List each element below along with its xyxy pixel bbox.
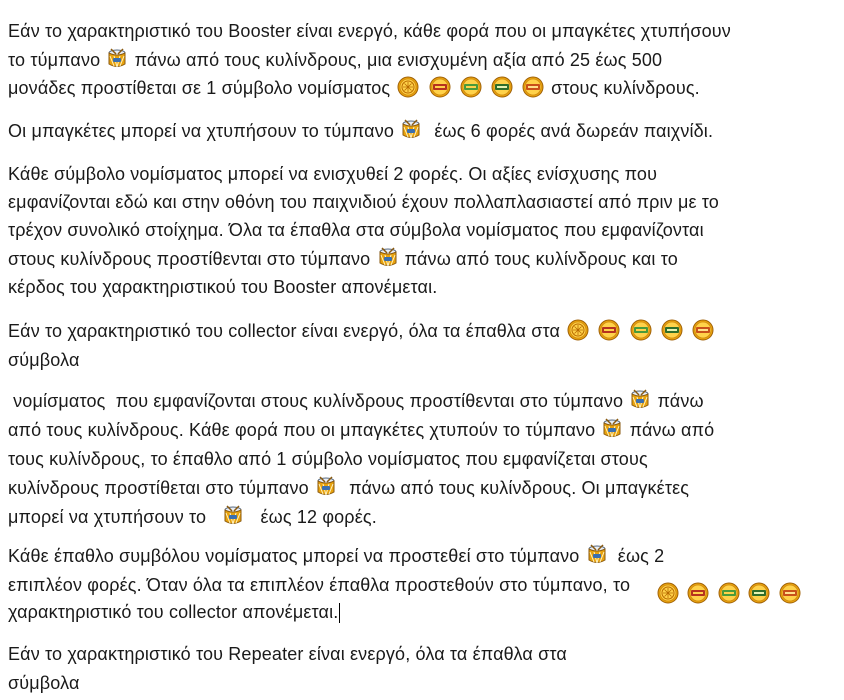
drum-icon [223, 505, 243, 527]
coin-row-floating [655, 584, 803, 606]
p5-line4-text-b: πάνω από τους κυλίνδρους. Οι μπαγκέτες [349, 478, 690, 498]
coin-minor-icon [661, 319, 683, 341]
p5-line1-text-a: νομίσματος που εμφανίζονται στους κυλίνδρους προστίθενται στο τύμπανο [8, 391, 624, 411]
drum-icon [107, 48, 127, 70]
text-cursor [339, 603, 340, 623]
drum-icon [587, 544, 607, 566]
p5-line2 [8, 420, 714, 442]
p5-line1-text-b: πάνω [657, 391, 704, 411]
p6-line1-text-a: Κάθε έπαθλο συμβόλου νομίσματος μπορεί να προστεθεί στο τύμπανο [8, 546, 580, 566]
coin-mini-icon [522, 76, 544, 98]
coin-major-icon [718, 582, 740, 604]
drum-icon [602, 418, 622, 440]
p7-line1: Εάν το χαρακτηριστικό του Repeater είναι ενεργό, όλα τα έπαθλα στα [8, 644, 567, 664]
coin-grand-icon [687, 582, 709, 604]
p1-line2-text-b: πάνω από τους κυλίνδρους, μια ενισχυμένη αξία από 25 έως 500 [134, 50, 663, 70]
p5-line2-text-a: από τους κυλίνδρους. Κάθε φορά που οι μπαγκέτες χτυπούν το τύμπανο [8, 420, 596, 440]
p5-line4 [8, 478, 689, 500]
coin-grand-icon [598, 319, 620, 341]
drum-icon [378, 247, 398, 269]
coin-row [395, 78, 551, 98]
coin-minor-icon [491, 76, 513, 98]
p6-line3-text: χαρακτηριστικό του collector απονέμεται. [8, 602, 339, 622]
drum-icon [630, 389, 650, 411]
p2-line1-text-a: Οι μπαγκέτες μπορεί να χτυπήσουν το τύμπανο [8, 121, 395, 141]
p3-line3: τρέχον συνολικό στοίχημα. Όλα τα έπαθλα στα σύμβολα νομίσματος που εμφανίζονται [8, 220, 704, 240]
coin-row [565, 321, 716, 341]
coin-plain-icon [397, 76, 419, 98]
p3-line2: εμφανίζονται εδώ και στην οθόνη του παιχνιδιού έχουν πολλαπλασιαστεί από πριν με το [8, 192, 719, 212]
p5-line4-text-a: κυλίνδρους προστίθεται στο τύμπανο [8, 478, 309, 498]
p5-line5-text-a: μπορεί να χτυπήσουν το [8, 507, 207, 527]
p1-line1: Εάν το χαρακτηριστικό του Booster είναι ενεργό, κάθε φορά που οι μπαγκέτες χτυπήσουν [8, 21, 731, 41]
p1-line2 [8, 50, 662, 72]
coin-plain-icon [657, 582, 679, 604]
coin-minor-icon [748, 582, 770, 604]
p2-line1 [8, 121, 713, 143]
coin-plain-icon [567, 319, 589, 341]
p6-line3 [8, 602, 340, 623]
p3-line4-text-b: πάνω από τους κυλίνδρους και το [404, 249, 678, 269]
p1-line3-text-a: μονάδες προστίθεται σε 1 σύμβολο νομίσματος [8, 78, 391, 98]
p4-line2: σύμβολα [8, 350, 80, 370]
p4-line1 [8, 321, 716, 343]
p6-line1-text-b: έως 2 [617, 546, 665, 566]
p7-line2: σύμβολα [8, 673, 80, 693]
drum-icon [316, 476, 336, 498]
p1-line3 [8, 78, 700, 100]
p1-line3-text-b: στους κυλίνδρους. [551, 78, 700, 98]
coin-grand-icon [429, 76, 451, 98]
coin-major-icon [630, 319, 652, 341]
drum-icon [401, 119, 421, 141]
p5-line2-text-b: πάνω από [629, 420, 715, 440]
coin-major-icon [460, 76, 482, 98]
p3-line4 [8, 249, 678, 271]
p5-line5-text-b: έως 12 φορές. [260, 507, 377, 527]
p3-line5: κέρδος του χαρακτηριστικού του Booster απονέμεται. [8, 277, 438, 297]
p4-line1-text: Εάν το χαρακτηριστικό του collector είναι ενεργό, όλα τα έπαθλα στα [8, 321, 561, 341]
coin-mini-icon [692, 319, 714, 341]
p3-line1: Κάθε σύμβολο νομίσματος μπορεί να ενισχυθεί 2 φορές. Οι αξίες ενίσχυσης που [8, 164, 658, 184]
p5-line3: τους κυλίνδρους, το έπαθλο από 1 σύμβολο νομίσματος που εμφανίζεται στους [8, 449, 648, 469]
p2-line1-text-b: έως 6 φορές ανά δωρεάν παιχνίδι. [434, 121, 714, 141]
p5-line1 [8, 391, 704, 413]
p3-line4-text-a: στους κυλίνδρους προστίθενται στο τύμπανο [8, 249, 371, 269]
p6-line2: επιπλέον φορές. Όταν όλα τα επιπλέον έπαθλα προστεθούν στο τύμπανο, το [8, 575, 631, 595]
p6-line1 [8, 546, 664, 568]
coin-mini-icon [779, 582, 801, 604]
p5-line5 [8, 507, 377, 529]
p1-line2-text-a: το τύμπανο [8, 50, 101, 70]
